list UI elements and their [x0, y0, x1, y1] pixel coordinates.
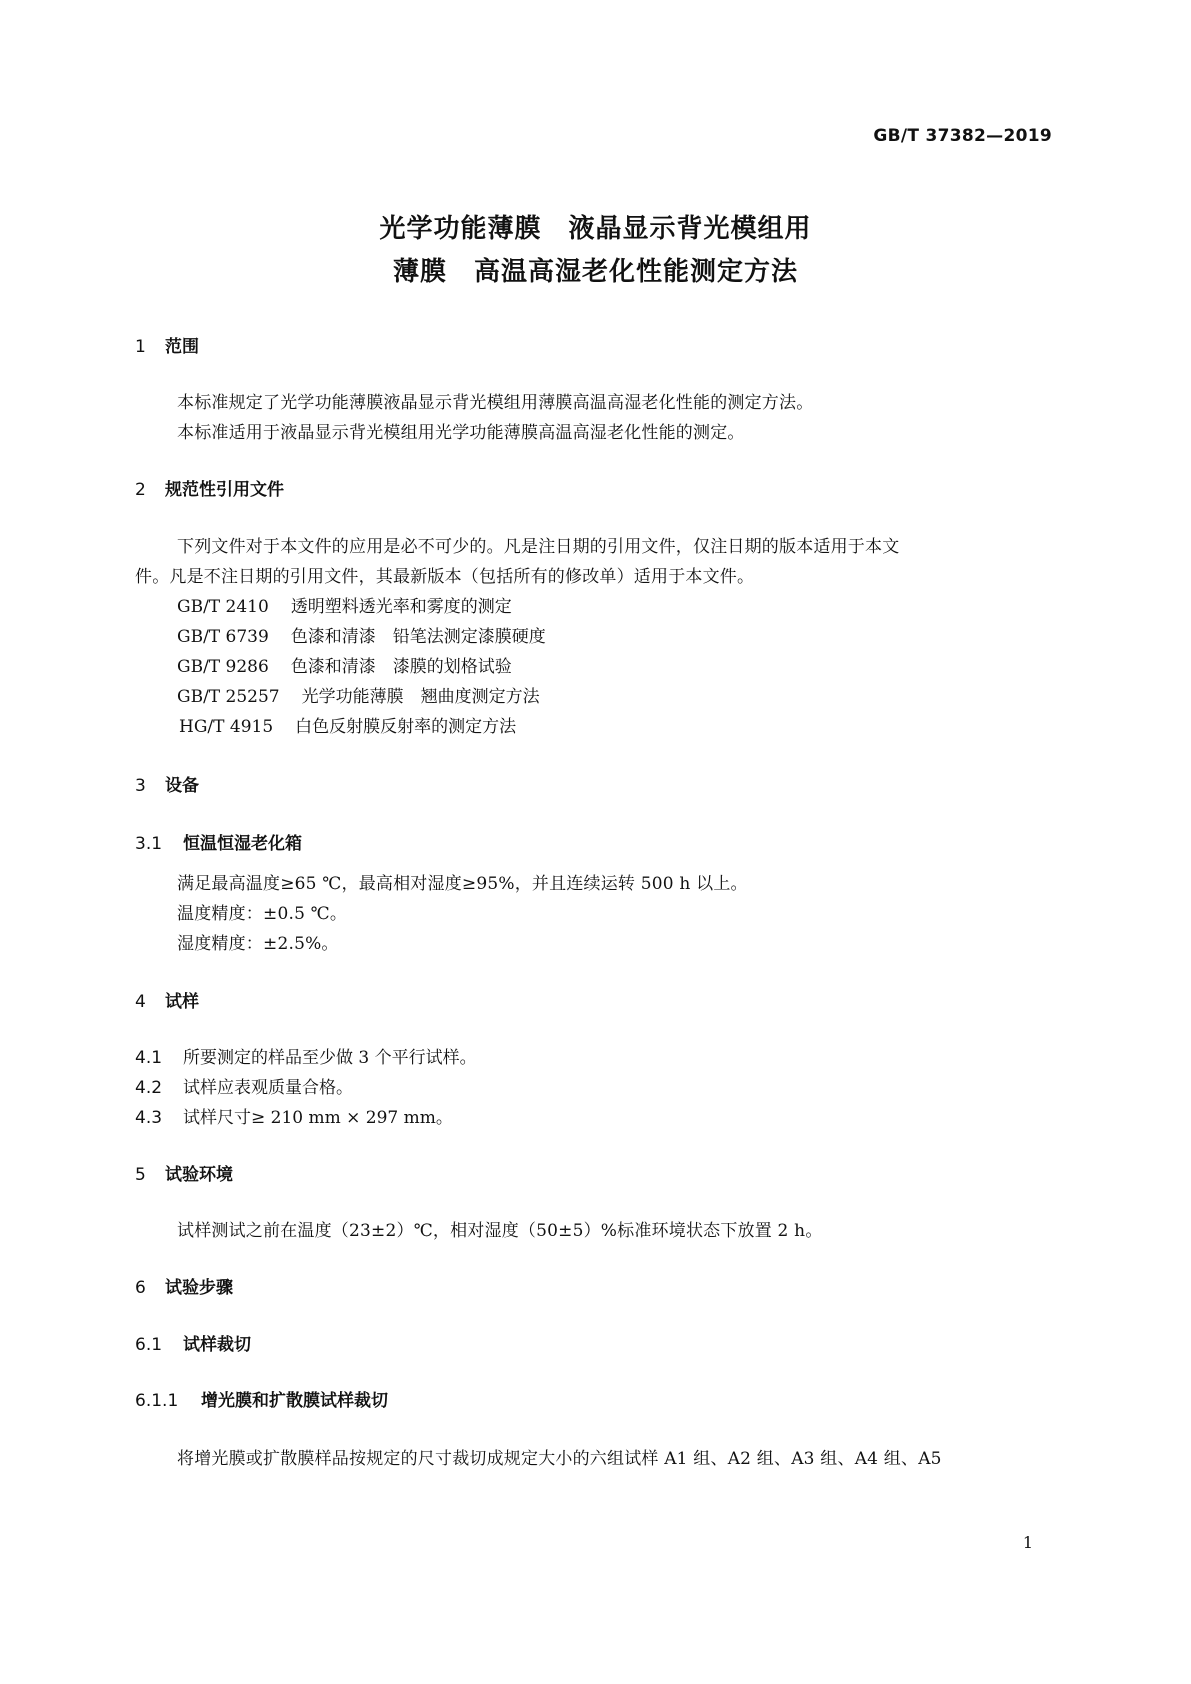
reference-title: 色漆和清漆 铅笔法测定漆膜硬度 — [290, 627, 546, 647]
document-title-line-1: 光学功能薄膜 液晶显示背光模组用 — [379, 214, 812, 244]
section-number: 4 — [135, 992, 146, 1012]
reference-title: 色漆和清漆 漆膜的划格试验 — [290, 657, 512, 677]
section-3-heading — [135, 771, 199, 796]
section-4-heading — [135, 987, 199, 1012]
section-3-1-heading — [135, 829, 302, 854]
paragraph: 本标准适用于液晶显示背光模组用光学功能薄膜高温高湿老化性能的测定。 — [177, 423, 745, 443]
section-number: 2 — [135, 480, 146, 500]
section-title: 试样 — [165, 992, 199, 1012]
document-title-line-2: 薄膜 高温高湿老化性能测定方法 — [392, 257, 798, 287]
item-number: 4.3 — [135, 1108, 163, 1128]
reference-code: GB/T 9286 — [177, 657, 269, 677]
list-item — [135, 1073, 353, 1098]
section-number: 6.1.1 — [135, 1391, 179, 1411]
paragraph: 将增光膜或扩散膜样品按规定的尺寸裁切成规定大小的六组试样 A1 组、A2 组、A3 组、A4 组、A5 — [177, 1449, 942, 1469]
section-6-heading — [135, 1273, 233, 1298]
section-2-heading — [135, 475, 284, 500]
section-title: 试验环境 — [165, 1165, 233, 1185]
section-title: 范围 — [165, 337, 199, 357]
section-title: 设备 — [165, 776, 199, 796]
reference-item — [177, 622, 546, 647]
item-text: 试样应表观质量合格。 — [183, 1078, 353, 1098]
item-number: 4.2 — [135, 1078, 163, 1098]
section-number: 3 — [135, 776, 146, 796]
section-title: 试验步骤 — [165, 1278, 233, 1298]
section-number: 1 — [135, 337, 146, 357]
list-item — [135, 1043, 477, 1068]
paragraph: 件。凡是不注日期的引用文件，其最新版本（包括所有的修改单）适用于本文件。 — [135, 567, 755, 587]
list-item — [135, 1103, 453, 1128]
section-title: 试样裁切 — [183, 1335, 251, 1355]
paragraph: 温度精度：±0.5 ℃。 — [177, 904, 348, 924]
reference-item — [179, 712, 516, 737]
section-5-heading — [135, 1160, 233, 1185]
reference-title: 透明塑料透光率和雾度的测定 — [290, 597, 512, 617]
section-number: 6.1 — [135, 1335, 163, 1355]
item-text: 试样尺寸≥ 210 mm × 297 mm。 — [183, 1108, 453, 1128]
section-title: 恒温恒湿老化箱 — [183, 834, 302, 854]
reference-item — [177, 592, 512, 617]
section-title: 规范性引用文件 — [165, 480, 284, 500]
page-number: 1 — [1022, 1533, 1033, 1552]
reference-code: GB/T 6739 — [177, 627, 269, 647]
paragraph: 本标准规定了光学功能薄膜液晶显示背光模组用薄膜高温高湿老化性能的测定方法。 — [177, 393, 814, 413]
section-number: 5 — [135, 1165, 146, 1185]
section-1-heading — [135, 332, 199, 357]
paragraph: 试样测试之前在温度（23±2）℃，相对湿度（50±5）%标准环境状态下放置 2 h。 — [177, 1221, 823, 1241]
reference-item — [177, 682, 540, 707]
paragraph: 下列文件对于本文件的应用是必不可少的。凡是注日期的引用文件，仅注日期的版本适用于本文 — [177, 537, 900, 557]
reference-item — [177, 652, 512, 677]
reference-title: 白色反射膜反射率的测定方法 — [295, 717, 517, 737]
item-number: 4.1 — [135, 1048, 163, 1068]
item-text: 所要测定的样品至少做 3 个平行试样。 — [183, 1048, 477, 1068]
paragraph: 满足最高温度≥65 ℃，最高相对湿度≥95%，并且连续运转 500 h 以上。 — [177, 874, 748, 894]
section-title: 增光膜和扩散膜试样裁切 — [201, 1391, 388, 1411]
section-number: 3.1 — [135, 834, 163, 854]
standard-number: GB/T 37382—2019 — [873, 126, 1052, 146]
reference-code: GB/T 25257 — [177, 687, 280, 707]
reference-code: GB/T 2410 — [177, 597, 269, 617]
section-6-1-heading — [135, 1330, 251, 1355]
section-6-1-1-heading — [135, 1386, 388, 1411]
reference-code: HG/T 4915 — [179, 717, 274, 737]
section-number: 6 — [135, 1278, 146, 1298]
reference-title: 光学功能薄膜 翘曲度测定方法 — [301, 687, 540, 707]
paragraph: 湿度精度：±2.5%。 — [177, 934, 339, 954]
